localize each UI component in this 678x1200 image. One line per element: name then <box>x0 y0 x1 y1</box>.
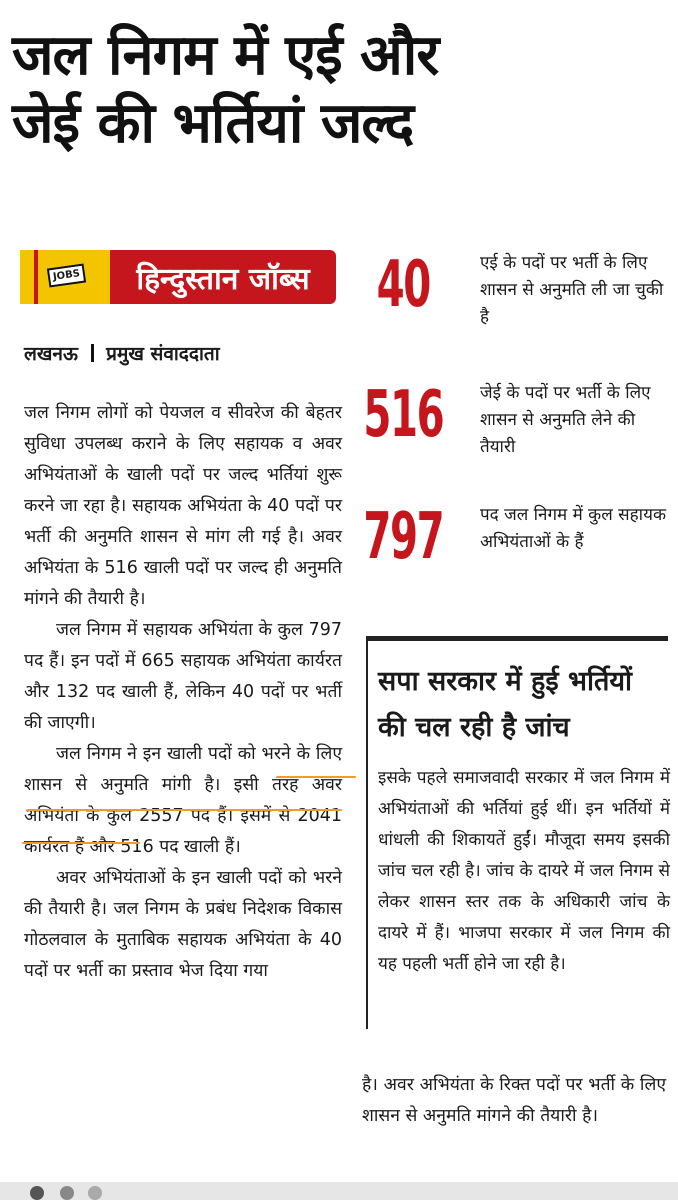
byline-separator <box>91 344 94 362</box>
stat-number: 40 <box>376 248 430 322</box>
article-paragraph-2: जल निगम में सहायक अभियंता के कुल 797 पद हैं। इन पदों में 665 सहायक अभियंता कार्यरत और 132 पद खाली हैं, लेकिन 40 पदों पर भर्ती की जाएगी। <box>24 620 342 733</box>
article-left-column <box>24 398 342 987</box>
stat-description: पद जल निगम में कुल सहायक अभियंताओं के हैं <box>480 505 667 552</box>
stat-description: एई के पदों पर भर्ती के लिए शासन से अनुमति ली जा चुकी है <box>480 253 664 327</box>
jobs-badge-icon <box>34 250 110 304</box>
pen-underline <box>22 842 140 844</box>
stat-block <box>362 378 662 478</box>
byline-reporter: प्रमुख संवाददाता <box>106 343 220 365</box>
article-paragraph-4: अवर अभियंताओं के इन खाली पदों को भरने की तैयारी है। जल निगम के प्रबंध निदेशक विकास गोठलवाल के मुताबिक सहायक अभियंता के 40 पदों पर भर्ती का प्रस्ताव भेज दिया गया <box>24 868 342 981</box>
logo-brand-text: हिन्दुस्तान जॉब्स <box>110 250 336 304</box>
article-continuation: है। अवर अभियंता के रिक्त पदों पर भर्ती के लिए शासन से अनुमति मांगने की तैयारी है। <box>362 1075 666 1126</box>
headline-line-1: जल निगम में एई और <box>12 23 439 88</box>
sidebox-investigation <box>366 636 668 1029</box>
pen-underline <box>276 776 356 778</box>
stat-block <box>362 248 662 348</box>
sidebox-title: सपा सरकार में हुई भर्तियों की चल रही है जांच <box>378 666 633 743</box>
hindustan-jobs-logo <box>20 248 336 306</box>
article-paragraph-1: जल निगम लोगों को पेयजल व सीवरेज की बेहतर सुविधा उपलब्ध कराने के लिए सहायक व अवर अभियंताओं के खाली पदों पर जल्द भर्तियां शुरू करने जा रहा है। सहायक अभियंता के 40 पदों पर भर्ती की अनुमति शासन से मांग ली गई है। अवर अभियंता के 516 खाली पदों पर जल्द ही अनुमति मांगने की तैयारी है। <box>24 403 342 609</box>
stat-number: 516 <box>363 378 444 452</box>
page-dot <box>88 1186 102 1200</box>
jobs-badge-text: JOBS <box>47 264 86 288</box>
page-dot <box>60 1186 74 1200</box>
headline-line-2: जेई की भर्तियां जल्द <box>12 91 414 156</box>
logo-yellow-stripe <box>20 250 34 304</box>
byline-city: लखनऊ <box>24 343 78 365</box>
article-paragraph-3: जल निगम ने इन खाली पदों को भरने के लिए शासन से अनुमति मांगी है। इसी तरह अवर अभियंता के कुल 2557 पद हैं। इसमें से 2041 कार्यरत हैं और 516 पद खाली हैं। <box>24 744 342 857</box>
stat-block <box>362 500 667 600</box>
pen-underline <box>26 809 342 811</box>
headline <box>12 22 662 158</box>
stat-description: जेई के पदों पर भर्ती के लिए शासन से अनुमति लेने की तैयारी <box>480 383 651 457</box>
byline <box>24 340 220 366</box>
stat-number: 797 <box>363 500 444 574</box>
page-dot <box>30 1186 44 1200</box>
sidebox-body: इसके पहले समाजवादी सरकार में जल निगम में अभियंताओं की भर्तियां हुई थीं। इन भर्तियों में धांधली की शिकायतें हुईं। मौजूदा समय इसकी जांच चल रही है। जांच के दायरे में जल निगम से लेकर शासन स्तर तक के अधिकारी जांच के दायरे में हैं। भाजपा सरकार में जल निगम की यह पहली भर्ती होने जा रही है। <box>378 768 670 974</box>
